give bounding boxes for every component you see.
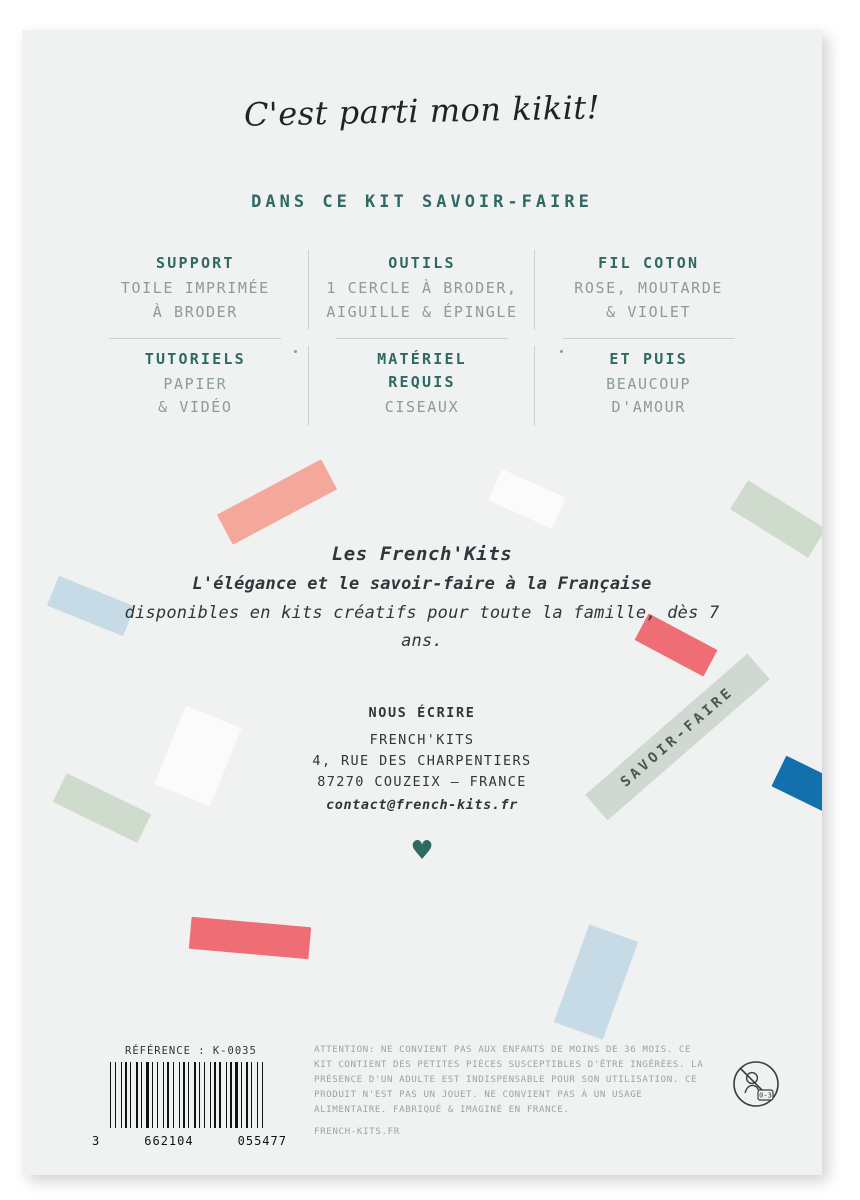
feature-cell-fil-coton <box>535 242 762 338</box>
feature-title: MATÉRIEL REQUIS <box>377 349 467 391</box>
confetti-piece <box>217 459 337 544</box>
feature-title: OUTILS <box>388 254 456 272</box>
contact-title: NOUS ÉCRIRE <box>368 705 476 721</box>
heart-icon: ♥ <box>410 836 434 866</box>
savoir-faire-sticker: SAVOIR-FAIRE <box>585 654 770 821</box>
barcode-bar <box>214 1062 216 1128</box>
feature-body: CISEAUX <box>384 398 460 417</box>
barcode-bar <box>136 1062 138 1128</box>
barcode-bar <box>125 1062 127 1128</box>
feature-title: SUPPORT <box>156 254 235 272</box>
barcode-bar <box>157 1062 158 1128</box>
feature-title: TUTORIELS <box>144 349 246 368</box>
feature-body: 1 CERCLE À BRODER, AIGUILLE & ÉPINGLE <box>326 279 518 321</box>
barcode-bar <box>121 1062 122 1128</box>
feature-body: ROSE, MOUTARDE & VIOLET <box>574 279 724 321</box>
brand-description: disponibles en kits créatifs pour toute la famille, dès 7 ans. <box>124 603 720 652</box>
reference-label: RÉFÉRENCE : K-0035 <box>125 1045 257 1057</box>
barcode-bar <box>204 1062 205 1128</box>
feature-body: TOILE IMPRIMÉE À BRODER <box>120 279 270 321</box>
barcode-bar <box>246 1062 248 1128</box>
barcode-bar <box>163 1062 164 1128</box>
barcode-bar <box>167 1062 169 1128</box>
barcode-digit-2: 662104 <box>144 1134 194 1148</box>
confetti-piece <box>488 469 566 529</box>
website-url: FRENCH-KITS.FR <box>314 1125 400 1137</box>
barcode-bar <box>183 1062 185 1128</box>
barcode-bar <box>179 1062 180 1128</box>
contact-street: 4, RUE DES CHARPENTIERS <box>312 752 532 769</box>
barcode-bar <box>262 1062 263 1128</box>
barcode-bar <box>141 1062 142 1128</box>
barcode-bar <box>199 1062 200 1128</box>
section-title: DANS CE KIT SAVOIR-FAIRE <box>251 192 593 212</box>
divider-dot <box>560 350 563 353</box>
brand-tagline: L'élégance et le savoir-faire à la Française <box>192 574 652 595</box>
barcode-bar <box>230 1062 232 1128</box>
feature-cell-materiel-requis <box>309 338 536 434</box>
barcode-bar <box>219 1062 221 1128</box>
barcode-bar <box>226 1062 227 1128</box>
feature-body: BEAUCOUP D'AMOUR <box>606 375 692 417</box>
feature-title: ET PUIS <box>609 349 688 368</box>
legal-text: ATTENTION: NE CONVIENT PAS AUX ENFANTS DE MOINS DE 36 MOIS. CE KIT CONTIENT DES PETITES PIÈCES SUSCEPTIBLES D'ÊTRE INGÉRÉES. LA PRÉSENCE D'UN ADULTE EST INDISPENSABLE POUR SON UTILISATION. CE PRODUIT N'EST PAS UN JOUET. NE CONVIENT PAS À UN USAGE ALIMENTAIRE. FABRIQUÉ & IMAGINÉ EN FRANCE. <box>314 1044 704 1115</box>
barcode-digit-1: 3 <box>92 1134 101 1148</box>
barcode-bar <box>115 1062 116 1128</box>
feature-cell-tutoriels <box>82 338 309 434</box>
legal-warning <box>314 1043 709 1139</box>
age-label: 0-3 <box>759 1091 772 1100</box>
brand-block <box>22 538 822 655</box>
barcode-bar <box>188 1062 189 1128</box>
kit-contents-grid <box>82 242 762 434</box>
contact-city: 87270 COUZEIX — FRANCE <box>317 773 527 790</box>
brand-name: Les French'Kits <box>331 543 513 565</box>
contact-company: FRENCH'KITS <box>369 732 475 748</box>
barcode <box>110 1062 280 1134</box>
barcode-bar <box>257 1062 258 1128</box>
barcode-bar <box>194 1062 196 1128</box>
barcode-bar <box>152 1062 153 1128</box>
barcode-bar <box>146 1062 149 1128</box>
age-restriction-icon <box>732 1060 780 1108</box>
feature-cell-et-puis <box>535 338 762 434</box>
headline-script: C'est parti mon kikit! <box>243 88 601 134</box>
confetti-piece <box>189 917 311 959</box>
barcode-bar <box>130 1062 131 1128</box>
barcode-bar <box>210 1062 211 1128</box>
barcode-bar <box>235 1062 238 1128</box>
barcode-bar <box>173 1062 174 1128</box>
barcode-bar <box>251 1062 252 1128</box>
barcode-digits <box>92 1134 287 1148</box>
feature-body: PAPIER & VIDÉO <box>158 375 233 417</box>
contact-block <box>22 705 822 817</box>
barcode-bar <box>110 1062 111 1128</box>
barcode-bar <box>241 1062 242 1128</box>
feature-cell-outils <box>309 242 536 338</box>
barcode-digit-3: 055477 <box>237 1134 287 1148</box>
contact-email[interactable]: contact@french-kits.fr <box>325 796 518 813</box>
feature-title: FIL COTON <box>598 254 700 272</box>
divider-dot <box>294 350 297 353</box>
confetti-piece <box>554 924 638 1040</box>
product-packaging-card <box>22 30 822 1175</box>
feature-cell-support <box>82 242 309 338</box>
